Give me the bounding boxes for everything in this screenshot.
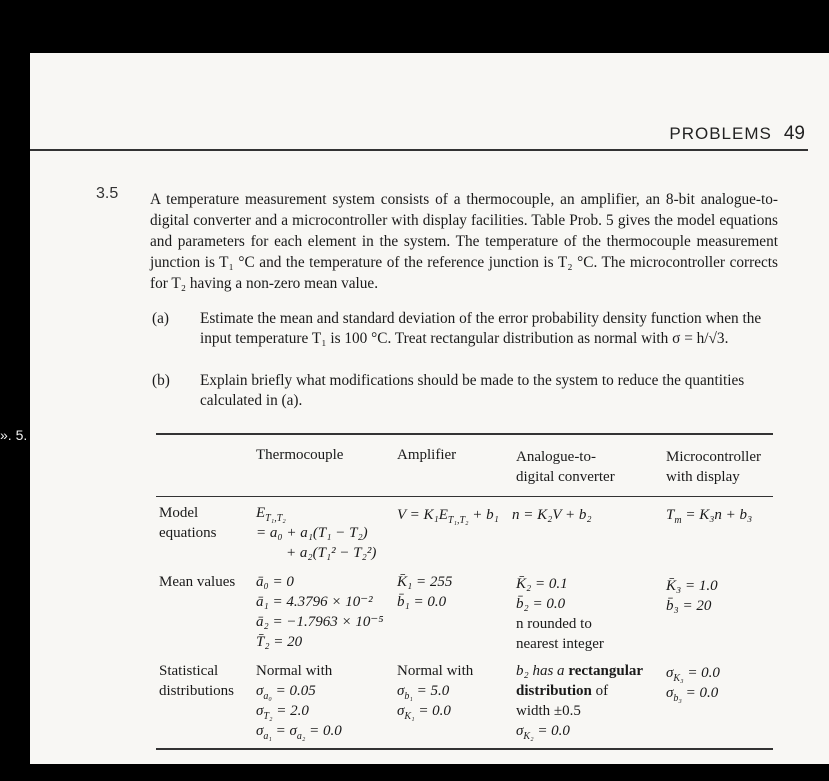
col-header-adc-2: digital converter [516,469,615,485]
amp-eq: $V = K_1E_{T_1,T_2} + b_1$ [397,507,499,526]
mc-mean-1: b̄₃ = 20 [666,598,712,614]
col-header-mc-2: with display [666,469,740,485]
page-number: 49 [783,123,805,144]
tc-mean-3: T̄₂ = 20 [256,634,303,650]
tc-mean-0: ā₀ = 0 [256,574,294,590]
adc-stat-2: width ±0.5 [516,703,581,719]
amp-stat-2: $\sigma_{K_1} = 0.0$ [397,703,451,722]
row-label-mean: Mean values [159,574,236,590]
tc-mean-1: ā₁ = 4.3796 × 10⁻² [256,594,373,610]
amp-stat-1: $\sigma_{b_1} = 5.0$ [397,683,450,702]
part-label: (a) [152,310,169,327]
col-header-mc-1: Microcontroller [666,449,761,465]
adc-eq: n = K₂V + b₂ [512,507,592,523]
textbook-page [30,53,829,764]
tc-eq-line1: $E_{T_1,T_2}$ [256,505,286,524]
tc-stat-0: Normal with [256,663,333,679]
tc-stat-3: $\sigma_{a_1} = \sigma_{a_2} = 0.0$ [256,723,342,742]
tc-stat-2: $\sigma_{T_2} = 2.0$ [256,703,309,722]
adc-stat-1: distribution of [516,683,609,699]
tc-mean-2: ā₂ = −1.7963 × 10⁻⁵ [256,614,384,630]
table-header-rule [156,496,773,497]
running-header [669,123,805,145]
part-text: Explain briefly what modifications should be made to the system to reduce the quantities calculated in (a). [200,372,745,409]
adc-stat-3: $\sigma_{K_2} = 0.0$ [516,723,570,742]
row-label-statistical: Statistical [159,663,219,679]
tc-eq-line2: = a₀ + a₁(T₁ − T₂) [256,525,368,541]
problem-statement: A temperature measurement system consists of a thermocouple, an amplifier, an 8-bit analogue-to-digital converter and a microcontroller with display facilities. Table Prob. 5 gives the model equations and parameters for each element in the system. The temperature of the thermocouple measurement junction is T₁ °C and the temperature of the reference junction is T₂ °C. The microcontroller corrects for T₂ having a non-zero mean value. [150,191,778,292]
col-header-amplifier: Amplifier [397,447,457,463]
mc-eq: $T_m = K_3n + b_3$ [666,507,753,526]
amp-stat-0: Normal with [397,663,474,679]
mc-stat-1: $\sigma_{b_3} = 0.0$ [666,685,719,704]
part-label: (b) [152,372,170,389]
col-header-adc-1: Analogue-to- [516,449,596,465]
header-title: PROBLEMS [669,124,772,143]
mc-stat-0: $\sigma_{K_3} = 0.0$ [666,665,720,684]
tc-stat-1: $\sigma_{a_0} = 0.05$ [256,683,316,702]
row-label-equations: equations [159,525,217,541]
problem-number: 3.5 [96,185,119,202]
mc-mean-0: K̄₃ = 1.0 [666,578,718,594]
table-bottom-rule [156,748,773,750]
amp-mean-0: K̄₁ = 255 [397,574,453,590]
adc-stat-0: b₂ has a rectangular [516,663,644,679]
margin-table-label: ». 5. [0,427,28,443]
adc-mean-3: nearest integer [516,636,604,652]
adc-mean-2: n rounded to [516,616,592,632]
row-label-model: Model [159,505,199,521]
tc-eq-line3: + a₂(T₁² − T₂²) [286,545,377,561]
amp-mean-1: b̄₁ = 0.0 [397,594,447,610]
header-rule [30,149,808,151]
col-header-thermocouple: Thermocouple [256,447,344,463]
row-label-distributions: distributions [159,683,235,699]
adc-mean-0: K̄₂ = 0.1 [516,576,568,592]
adc-mean-1: b̄₂ = 0.0 [516,596,566,612]
part-text: Estimate the mean and standard deviation of the error probability density function when the input temperature T₁ is 100 °C. Treat rectangular distribution as normal with σ = h/√3. [200,310,762,347]
table-top-rule [156,433,773,435]
